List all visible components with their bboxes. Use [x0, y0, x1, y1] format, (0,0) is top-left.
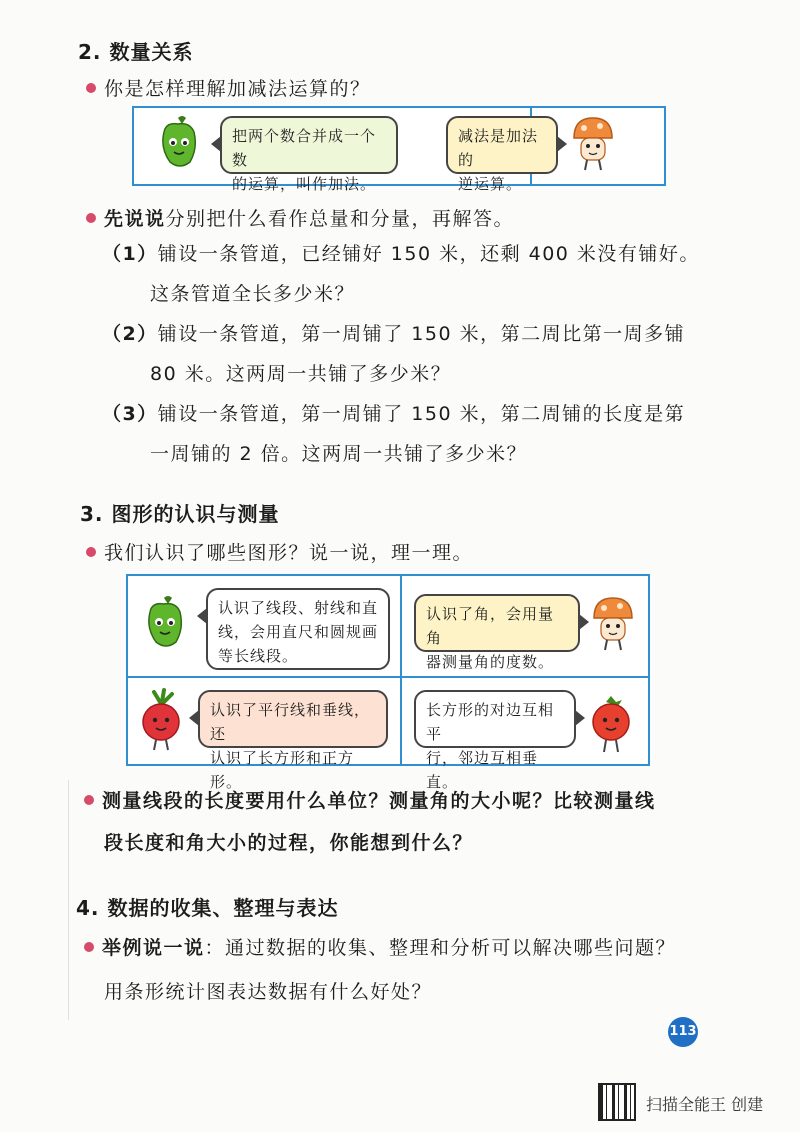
- tomato-character-icon: [588, 690, 634, 756]
- problem-3: [102, 394, 702, 474]
- problem-line: 80 米。这两周一共铺了多少米？: [150, 363, 452, 385]
- bullet-icon: [86, 83, 96, 93]
- scanner-footer: 扫描全能王 创建: [646, 1095, 764, 1114]
- section-2-question-2: [86, 204, 514, 231]
- question-text: 段长度和角大小的过程，你能想到什么？: [104, 832, 474, 854]
- subtraction-definition-bubble: [446, 116, 558, 193]
- bubble-line: 等长线段。: [218, 647, 299, 665]
- pepper-character-icon: [156, 114, 202, 174]
- problem-number: （3）: [102, 403, 158, 425]
- question-text: 你是怎样理解加减法运算的？: [104, 78, 371, 100]
- bubble-line: 逆运算。: [458, 175, 523, 193]
- bubble-line: 认识了长方形和正方形。: [210, 749, 355, 791]
- bubble-line: 器测量角的度数。: [426, 653, 555, 671]
- section-4-title: 4. 数据的收集、整理与表达: [76, 896, 339, 920]
- bubble-line: 线，会用直尺和圆规画: [218, 623, 379, 641]
- problem-line: 一周铺的 2 倍。这两周一共铺了多少米？: [150, 443, 528, 465]
- rectangle-property-bubble: [414, 690, 576, 791]
- bubble-line: 认识了角，会用量角: [426, 605, 555, 647]
- bubble-line: 减法是加法的: [458, 127, 539, 169]
- question-text: 我们认识了哪些图形？说一说，理一理。: [104, 542, 474, 564]
- grid-horizontal-divider: [128, 676, 648, 678]
- radish-character-icon: [138, 688, 184, 754]
- question-bold-text: 举例说一说: [102, 937, 205, 959]
- bullet-icon: [84, 795, 94, 805]
- question-bold-text: 先说说: [104, 208, 166, 230]
- mushroom-character-icon: [590, 594, 636, 654]
- problem-number: （1）: [102, 243, 158, 265]
- line-segment-bubble: [206, 588, 390, 670]
- addition-definition-bubble: [220, 116, 398, 193]
- section-3-question-2: [84, 780, 704, 864]
- geometry-grid-box: [126, 574, 650, 791]
- section-3-question-1: [86, 538, 473, 565]
- bubble-line: 认识了平行线和垂线，还: [210, 701, 371, 743]
- grid-vertical-divider: [400, 576, 402, 764]
- angle-bubble: [414, 594, 580, 671]
- question-text: 分别把什么看作总量和分量，再解答。: [165, 208, 515, 230]
- problem-number: （2）: [102, 323, 158, 345]
- bullet-icon: [86, 547, 96, 557]
- problem-2: [102, 314, 702, 394]
- section-4-question-1: [84, 926, 704, 1014]
- section-2-question-1: [86, 74, 371, 101]
- question-text: ：通过数据的收集、整理和分析可以解决哪些问题？: [204, 937, 677, 959]
- parallel-perpendicular-bubble: [198, 690, 388, 791]
- problem-1: [102, 234, 702, 314]
- mushroom-character-icon: [570, 114, 616, 174]
- bubble-line: 长方形的对边互相平: [426, 701, 555, 743]
- bubble-line: 认识了线段、射线和直: [218, 599, 379, 617]
- problem-line: 铺设一条管道，第一周铺了 150 米，第二周铺的长度是第: [157, 403, 686, 425]
- question-text: 测量线段的长度要用什么单位？测量角的大小呢？比较测量线: [102, 790, 656, 812]
- pepper-character-icon: [142, 594, 188, 654]
- bubble-line: 的运算，叫作加法。: [232, 175, 377, 193]
- page-number-badge: 113: [668, 1017, 698, 1047]
- bullet-icon: [86, 213, 96, 223]
- bubble-line: 行，邻边互相垂直。: [426, 749, 539, 791]
- problem-line: 铺设一条管道，已经铺好 150 米，还剩 400 米没有铺好。: [157, 243, 700, 265]
- problem-line: 这条管道全长多少米？: [150, 283, 356, 305]
- problem-line: 铺设一条管道，第一周铺了 150 米，第二周比第一周多铺: [157, 323, 686, 345]
- qr-code-icon: [598, 1083, 636, 1121]
- bullet-icon: [84, 942, 94, 952]
- section-2-title: 2. 数量关系: [78, 40, 194, 64]
- bubble-line: 把两个数合并成一个数: [232, 127, 377, 169]
- question-text: 用条形统计图表达数据有什么好处？: [104, 981, 433, 1003]
- addition-subtraction-box: [132, 106, 666, 193]
- page-margin-line: [68, 780, 69, 1020]
- section-3-title: 3. 图形的认识与测量: [80, 502, 280, 526]
